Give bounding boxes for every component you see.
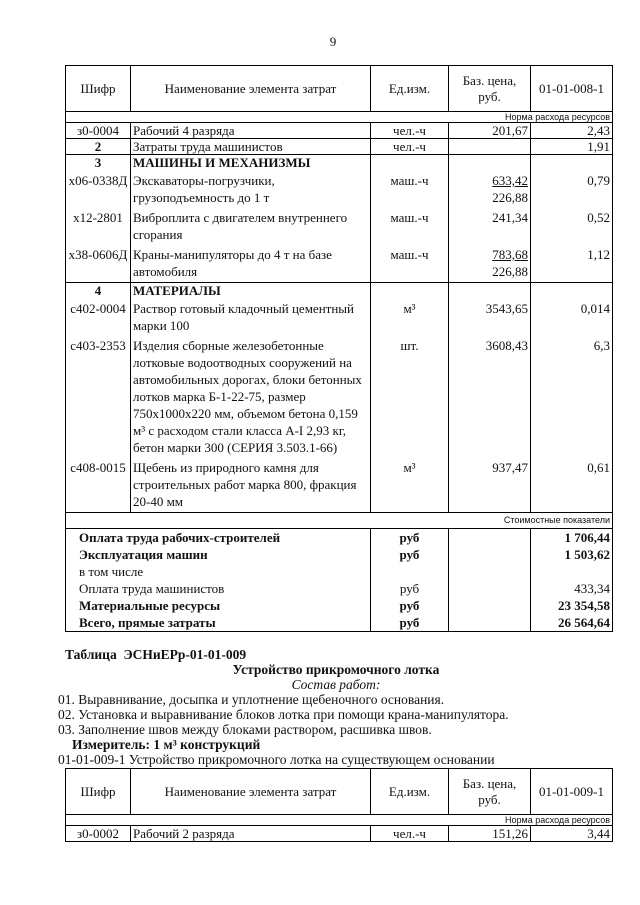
header-unit-cell bbox=[371, 769, 449, 815]
price-text: 3543,65 bbox=[485, 301, 528, 316]
table-row bbox=[66, 458, 613, 513]
unit-text: маш.-ч bbox=[390, 247, 429, 262]
price-cell bbox=[449, 123, 531, 139]
name-text: Виброплита с двигателем внутреннего сгорания bbox=[133, 210, 348, 242]
section-title-text: МАШИНЫ И МЕХАНИЗМЫ bbox=[133, 155, 311, 170]
total-name-cell bbox=[66, 580, 371, 597]
code-text: с403-2353 bbox=[70, 338, 126, 353]
norm-text: 1,91 bbox=[587, 139, 610, 154]
unit-cell bbox=[371, 546, 449, 563]
header-row bbox=[66, 769, 613, 815]
total-row bbox=[66, 614, 613, 632]
header-name-text: Наименование элемента затрат bbox=[164, 80, 337, 96]
norm-label-cell bbox=[66, 815, 613, 826]
norm-text: 0,79 bbox=[587, 173, 610, 188]
section-header-row bbox=[66, 283, 613, 300]
table-row bbox=[66, 208, 613, 245]
name-text: Изделия сборные железобетонные лотковые водоотводных сооружений на автомобильных дорогах, блоки бетонных лотков марка Б-1-22-75, размер 750х1000х220 мм, объемом бетона 0,159 м³ с расходом стали класса А-I 2,93 кг, бетон марки 300 (СЕРИЯ 3.503.1-66) bbox=[133, 338, 362, 455]
header-norm-text: 01-01-008-1 bbox=[539, 80, 604, 96]
unit-cell bbox=[371, 580, 449, 597]
code-cell bbox=[66, 208, 131, 245]
section-number-text: 3 bbox=[94, 155, 102, 170]
work-step: 03. Заполнение швов между блоками раствором, расшивка швов. bbox=[58, 722, 432, 737]
unit-cell bbox=[371, 336, 449, 458]
total-name-text: Эксплуатация машин bbox=[79, 547, 208, 562]
total-value-text: 433,34 bbox=[574, 581, 610, 596]
price-sub-text: 226,88 bbox=[492, 264, 528, 279]
cost-label-cell bbox=[66, 513, 613, 529]
unit-text: м³ bbox=[403, 301, 416, 316]
norm-cell bbox=[531, 171, 613, 208]
table-row bbox=[66, 139, 613, 155]
cost-label-row bbox=[66, 513, 613, 529]
code-text: х38-0606Д bbox=[68, 247, 128, 262]
name-cell bbox=[131, 171, 371, 208]
code-text: 2 bbox=[94, 139, 102, 154]
price-cell bbox=[449, 299, 531, 336]
table-row bbox=[66, 123, 613, 139]
price-cell bbox=[449, 826, 531, 842]
code-text: с402-0004 bbox=[70, 301, 126, 316]
header-price-cell bbox=[449, 66, 531, 112]
total-value-cell bbox=[531, 614, 613, 632]
name-cell bbox=[131, 208, 371, 245]
total-value-cell bbox=[531, 529, 613, 547]
name-text: Затраты труда машинистов bbox=[133, 139, 283, 154]
name-text: Рабочий 4 разряда bbox=[133, 123, 235, 138]
norm-cell bbox=[531, 245, 613, 283]
norm-label-text: Норма расхода ресурсов bbox=[505, 815, 610, 825]
norm-cell bbox=[531, 139, 613, 155]
section-header-row bbox=[66, 155, 613, 172]
breakdown-label-row bbox=[66, 563, 613, 580]
total-row bbox=[66, 546, 613, 563]
header-code-text: Шифр bbox=[80, 783, 116, 799]
header-price-text: Баз. цена, руб. bbox=[462, 775, 517, 807]
section-number-text: 4 bbox=[94, 283, 102, 298]
norm-cell bbox=[531, 299, 613, 336]
code-text: х06-0338Д bbox=[68, 173, 128, 188]
header-name-cell bbox=[131, 66, 371, 112]
section-number-cell bbox=[66, 155, 131, 172]
price-text: 241,34 bbox=[492, 210, 528, 225]
page-number: 9 bbox=[329, 34, 337, 49]
table-row bbox=[66, 299, 613, 336]
price-cell bbox=[449, 529, 531, 547]
work-title: Устройство прикромочного лотка bbox=[232, 662, 440, 677]
price-cell bbox=[449, 208, 531, 245]
unit-text: маш.-ч bbox=[390, 173, 429, 188]
table-row bbox=[66, 171, 613, 208]
unit-cell bbox=[371, 245, 449, 283]
unit-cell bbox=[371, 826, 449, 842]
unit-cell bbox=[371, 171, 449, 208]
total-row bbox=[66, 529, 613, 547]
price-cell bbox=[449, 139, 531, 155]
unit-text: маш.-ч bbox=[390, 210, 429, 225]
total-row bbox=[66, 597, 613, 614]
total-name-text: Оплата труда рабочих-строителей bbox=[79, 530, 281, 545]
code-cell bbox=[66, 826, 131, 842]
norm-text: 0,014 bbox=[580, 301, 610, 316]
code-cell bbox=[66, 139, 131, 155]
price-cell bbox=[449, 563, 531, 580]
norm-cell bbox=[531, 283, 613, 300]
table-body bbox=[66, 769, 613, 842]
unit-text: шт. bbox=[400, 338, 419, 353]
work-step: 02. Установка и выравнивание блоков лотка при помощи крана-манипулятора. bbox=[58, 707, 509, 722]
work-step: 01. Выравнивание, досыпка и уплотнение щебеночного основания. bbox=[58, 692, 445, 707]
header-name-text: Наименование элемента затрат bbox=[164, 783, 337, 799]
code-cell bbox=[66, 458, 131, 513]
name-cell bbox=[131, 123, 371, 139]
norm-text: 1,12 bbox=[587, 247, 610, 262]
price-cell bbox=[449, 546, 531, 563]
unit-cell bbox=[371, 458, 449, 513]
meter-label: Измеритель: 1 м³ конструкций bbox=[72, 737, 261, 752]
total-name-cell bbox=[66, 614, 371, 632]
unit-text: руб bbox=[399, 615, 420, 630]
header-code-text: Шифр bbox=[80, 80, 116, 96]
unit-cell bbox=[371, 614, 449, 632]
section-title-cell bbox=[131, 283, 371, 300]
header-unit-text: Ед.изм. bbox=[388, 783, 431, 799]
total-name-text: Оплата труда машинистов bbox=[79, 581, 225, 596]
unit-cell bbox=[371, 123, 449, 139]
name-cell bbox=[131, 245, 371, 283]
header-unit-text: Ед.изм. bbox=[388, 80, 431, 96]
code-text: з0-0002 bbox=[77, 826, 119, 841]
unit-text: чел.-ч bbox=[393, 123, 426, 138]
price-text: 937,47 bbox=[492, 460, 528, 475]
table-body bbox=[66, 66, 613, 632]
breakdown-label-cell bbox=[66, 563, 371, 580]
code-cell bbox=[66, 299, 131, 336]
header-norm-cell bbox=[531, 769, 613, 815]
norm-cell bbox=[531, 336, 613, 458]
total-name-text: Материальные ресурсы bbox=[79, 598, 221, 613]
name-cell bbox=[131, 458, 371, 513]
price-text: 633,42 bbox=[492, 173, 528, 188]
code-cell bbox=[66, 245, 131, 283]
section-title-cell bbox=[131, 155, 371, 172]
name-cell bbox=[131, 299, 371, 336]
norm-cell bbox=[531, 826, 613, 842]
name-text: Щебень из природного камня для строительных работ марка 800, фракция 20-40 мм bbox=[133, 460, 357, 509]
cost-label-text: Стоимостные показатели bbox=[503, 515, 610, 525]
unit-text: руб bbox=[399, 581, 420, 596]
header-name-cell bbox=[131, 769, 371, 815]
price-cell bbox=[449, 245, 531, 283]
breakdown-label-text: в том числе bbox=[79, 564, 144, 579]
unit-cell bbox=[371, 155, 449, 172]
price-text: 151,26 bbox=[492, 826, 528, 841]
header-price-cell bbox=[449, 769, 531, 815]
unit-text: руб bbox=[399, 598, 420, 613]
table-title: Таблица ЭСНиЕРр-01-01-009 bbox=[65, 647, 247, 662]
norm-label-text: Норма расхода ресурсов bbox=[505, 112, 610, 122]
header-norm-text: 01-01-009-1 bbox=[539, 783, 604, 799]
code-text: з0-0004 bbox=[77, 123, 119, 138]
price-text: 3608,43 bbox=[485, 338, 528, 353]
header-norm-cell bbox=[531, 66, 613, 112]
price-cell bbox=[449, 336, 531, 458]
unit-cell bbox=[371, 208, 449, 245]
total-name-cell bbox=[66, 546, 371, 563]
norm-text: 0,52 bbox=[587, 210, 610, 225]
name-cell bbox=[131, 139, 371, 155]
price-cell bbox=[449, 597, 531, 614]
norm-label-row bbox=[66, 112, 613, 123]
name-cell bbox=[131, 336, 371, 458]
code-cell bbox=[66, 171, 131, 208]
norm-cell bbox=[531, 208, 613, 245]
unit-text: руб bbox=[399, 547, 420, 562]
total-value-cell bbox=[531, 546, 613, 563]
unit-cell bbox=[371, 283, 449, 300]
code-text: х12-2801 bbox=[73, 210, 123, 225]
total-value-text: 26 564,64 bbox=[558, 615, 610, 630]
resource-norm-table-01-01-008 bbox=[65, 65, 613, 632]
unit-cell bbox=[371, 139, 449, 155]
total-value-cell bbox=[531, 580, 613, 597]
code-cell bbox=[66, 336, 131, 458]
header-code-cell bbox=[66, 769, 131, 815]
table-row bbox=[66, 826, 613, 842]
table-row bbox=[66, 245, 613, 283]
unit-text: чел.-ч bbox=[393, 826, 426, 841]
price-cell bbox=[449, 614, 531, 632]
norm-text: 6,3 bbox=[593, 338, 610, 353]
total-row bbox=[66, 580, 613, 597]
composition-label: Состав работ: bbox=[291, 677, 381, 692]
norm-cell bbox=[531, 458, 613, 513]
total-value-text: 23 354,58 bbox=[558, 598, 610, 613]
code-cell bbox=[66, 123, 131, 139]
norm-caption: 01-01-009-1 Устройство прикромочного лотка на существующем основании bbox=[58, 752, 495, 767]
norm-text: 0,61 bbox=[587, 460, 610, 475]
value-cell bbox=[531, 563, 613, 580]
price-cell bbox=[449, 155, 531, 172]
total-value-text: 1 503,62 bbox=[564, 547, 610, 562]
total-name-cell bbox=[66, 597, 371, 614]
code-text: с408-0015 bbox=[70, 460, 126, 475]
header-code-cell bbox=[66, 66, 131, 112]
unit-text: руб bbox=[399, 530, 420, 545]
price-text: 783,68 bbox=[492, 247, 528, 262]
norm-cell bbox=[531, 155, 613, 172]
unit-cell bbox=[371, 597, 449, 614]
total-name-text: Всего, прямые затраты bbox=[79, 615, 216, 630]
unit-cell bbox=[371, 299, 449, 336]
price-sub-text: 226,88 bbox=[492, 190, 528, 205]
unit-cell bbox=[371, 529, 449, 547]
name-text: Раствор готовый кладочный цементный марки 100 bbox=[133, 301, 354, 333]
section-number-cell bbox=[66, 283, 131, 300]
price-cell bbox=[449, 458, 531, 513]
header-unit-cell bbox=[371, 66, 449, 112]
price-cell bbox=[449, 171, 531, 208]
next-table-intro bbox=[0, 647, 640, 767]
price-cell bbox=[449, 580, 531, 597]
unit-cell bbox=[371, 563, 449, 580]
norm-cell bbox=[531, 123, 613, 139]
header-row bbox=[66, 66, 613, 112]
section-title-text: МАТЕРИАЛЫ bbox=[133, 283, 221, 298]
name-text: Рабочий 2 разряда bbox=[133, 826, 235, 841]
total-value-text: 1 706,44 bbox=[564, 530, 610, 545]
total-name-cell bbox=[66, 529, 371, 547]
norm-text: 2,43 bbox=[587, 123, 610, 138]
name-cell bbox=[131, 826, 371, 842]
unit-text: чел.-ч bbox=[393, 139, 426, 154]
norm-label-cell bbox=[66, 112, 613, 123]
unit-text: м³ bbox=[403, 460, 416, 475]
total-value-cell bbox=[531, 597, 613, 614]
norm-text: 3,44 bbox=[587, 826, 610, 841]
price-text: 201,67 bbox=[492, 123, 528, 138]
table-row bbox=[66, 336, 613, 458]
norm-label-row bbox=[66, 815, 613, 826]
header-price-text: Баз. цена, руб. bbox=[462, 72, 517, 104]
name-text: Краны-манипуляторы до 4 т на базе автомобиля bbox=[133, 247, 332, 279]
price-cell bbox=[449, 283, 531, 300]
name-text: Экскаваторы-погрузчики, грузоподъемность до 1 т bbox=[133, 173, 275, 205]
resource-norm-table-01-01-009 bbox=[65, 768, 613, 842]
